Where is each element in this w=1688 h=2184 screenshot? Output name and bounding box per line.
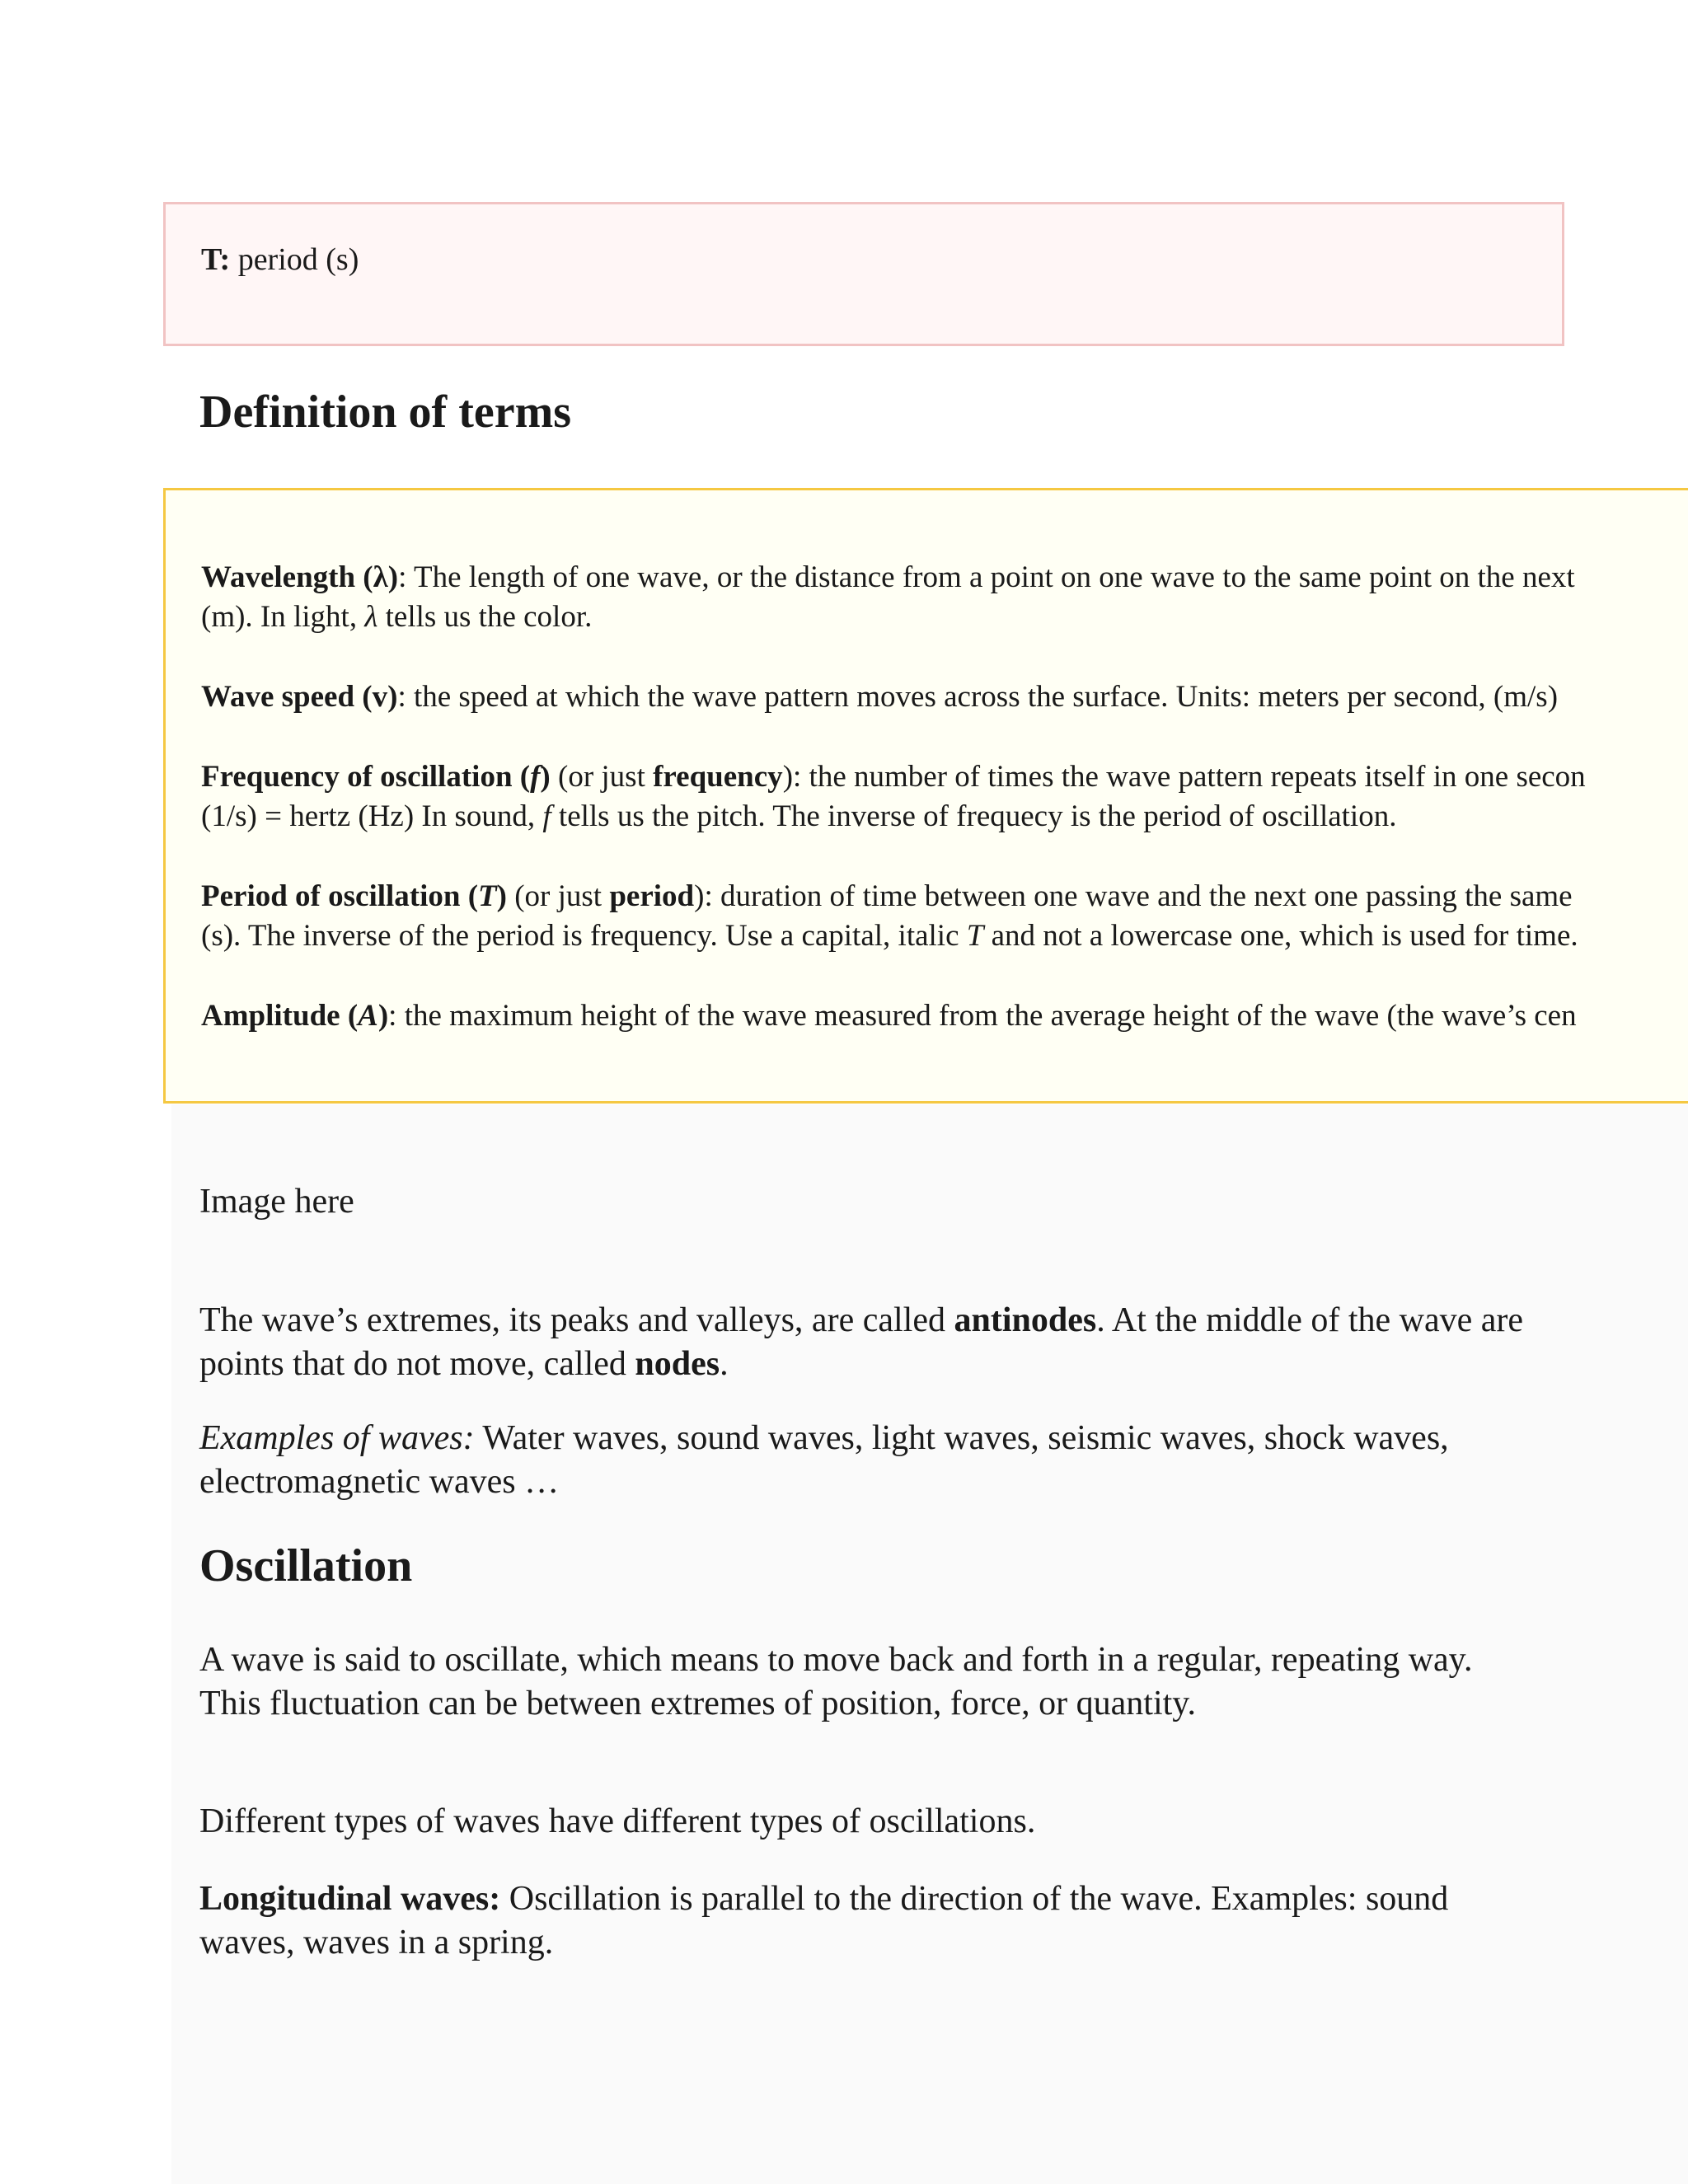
definitions-list xyxy=(201,558,1688,1036)
term-amplitude xyxy=(201,999,388,1033)
paragraph-text: . xyxy=(720,1345,729,1383)
definition-line xyxy=(201,797,1688,837)
image-placeholder-text: Image here xyxy=(199,1183,354,1221)
period-note-box xyxy=(163,202,1564,346)
longitudinal-label: Longitudinal waves: xyxy=(199,1880,501,1918)
period-definition xyxy=(201,241,359,279)
term-frequency-short: frequency xyxy=(653,760,783,794)
nodes-term: nodes xyxy=(635,1345,720,1383)
paragraph-text: Water waves, sound waves, light waves, seismic waves, shock waves, electromagnetic waves … xyxy=(199,1419,1449,1501)
definition-amplitude xyxy=(201,996,1688,1036)
definition-line xyxy=(201,877,1688,916)
longitudinal-paragraph xyxy=(199,1877,1535,1965)
amplitude-symbol: A xyxy=(358,999,378,1033)
definition-of-terms-heading: Definition of terms xyxy=(199,387,572,438)
definition-text: tells us the pitch. The inverse of frequecy is the period of oscillation. xyxy=(551,799,1397,833)
definition-text: (m). In light, xyxy=(201,600,365,634)
term-period-short: period xyxy=(609,879,695,913)
paragraph-text: Oscillation is parallel to the direction of the wave. Examples: sound waves, waves in a spring. xyxy=(199,1880,1449,1961)
term-text: Frequency of oscillation ( xyxy=(201,760,531,794)
definition-wavelength xyxy=(201,558,1688,637)
period-symbol-label: T: xyxy=(201,242,231,277)
period-description: period (s) xyxy=(237,242,359,277)
definition-text: and not a lowercase one, which is used for time. xyxy=(983,919,1578,953)
paragraph-text: . At the middle of the wave are points that do not move, called xyxy=(199,1301,1524,1383)
definition-line xyxy=(201,677,1688,717)
definition-text: tells us the color. xyxy=(377,600,593,634)
examples-paragraph xyxy=(199,1417,1535,1504)
definition-line xyxy=(201,757,1688,797)
period-symbol: T xyxy=(478,879,497,913)
examples-label: Examples of waves: xyxy=(199,1419,475,1457)
oscillation-heading: Oscillation xyxy=(199,1540,413,1591)
definition-line xyxy=(201,558,1688,598)
antinodes-term: antinodes xyxy=(954,1301,1097,1339)
term-text: ) xyxy=(540,760,551,794)
oscillation-paragraph: A wave is said to oscillate, which means to move back and forth in a regular, repeating way. This fluctuation can be between extremes of position, force, or quantity. xyxy=(199,1641,1473,1722)
definition-text: (or just xyxy=(506,879,610,913)
definition-text: : the maximum height of the wave measured from the average height of the wave (the wave’s cen xyxy=(388,999,1577,1033)
antinodes-paragraph xyxy=(199,1299,1535,1386)
definition-text: ): duration of time between one wave and the next one passing the same xyxy=(694,879,1573,913)
definitions-box xyxy=(163,488,1688,1104)
definition-text: (1/s) = hertz (Hz) In sound, xyxy=(201,799,543,833)
definition-line xyxy=(201,916,1688,956)
definition-period xyxy=(201,877,1688,956)
definition-text: ): the number of times the wave pattern repeats itself in one secon xyxy=(782,760,1586,794)
definition-frequency xyxy=(201,757,1688,837)
term-text: Amplitude ( xyxy=(201,999,359,1033)
term-text: ) xyxy=(496,879,507,913)
definition-text: : the speed at which the wave pattern moves across the surface. Units: meters per second, (m/s) xyxy=(397,680,1559,714)
term-wavelength: Wavelength (λ) xyxy=(201,560,399,594)
definition-text: (or just xyxy=(550,760,654,794)
term-period xyxy=(201,879,507,913)
definition-text: : The length of one wave, or the distance from a point on one wave to the same point on the next xyxy=(398,560,1575,594)
definition-line xyxy=(201,996,1688,1036)
period-symbol: T xyxy=(966,919,984,953)
term-text: ) xyxy=(377,999,389,1033)
frequency-symbol: f xyxy=(530,760,541,794)
frequency-symbol: f xyxy=(542,799,551,833)
lambda-symbol: λ xyxy=(364,600,378,634)
definition-text: (s). The inverse of the period is frequency. Use a capital, italic xyxy=(201,919,967,953)
definition-line xyxy=(201,598,1688,637)
definition-wave-speed xyxy=(201,677,1688,717)
term-frequency xyxy=(201,760,551,794)
term-text: Period of oscillation ( xyxy=(201,879,479,913)
page-left-margin xyxy=(0,1104,171,2184)
types-paragraph: Different types of waves have different types of oscillations. xyxy=(199,1802,1036,1840)
paragraph-text: The wave’s extremes, its peaks and valleys, are called xyxy=(199,1301,954,1339)
term-wave-speed: Wave speed (v) xyxy=(201,680,398,714)
